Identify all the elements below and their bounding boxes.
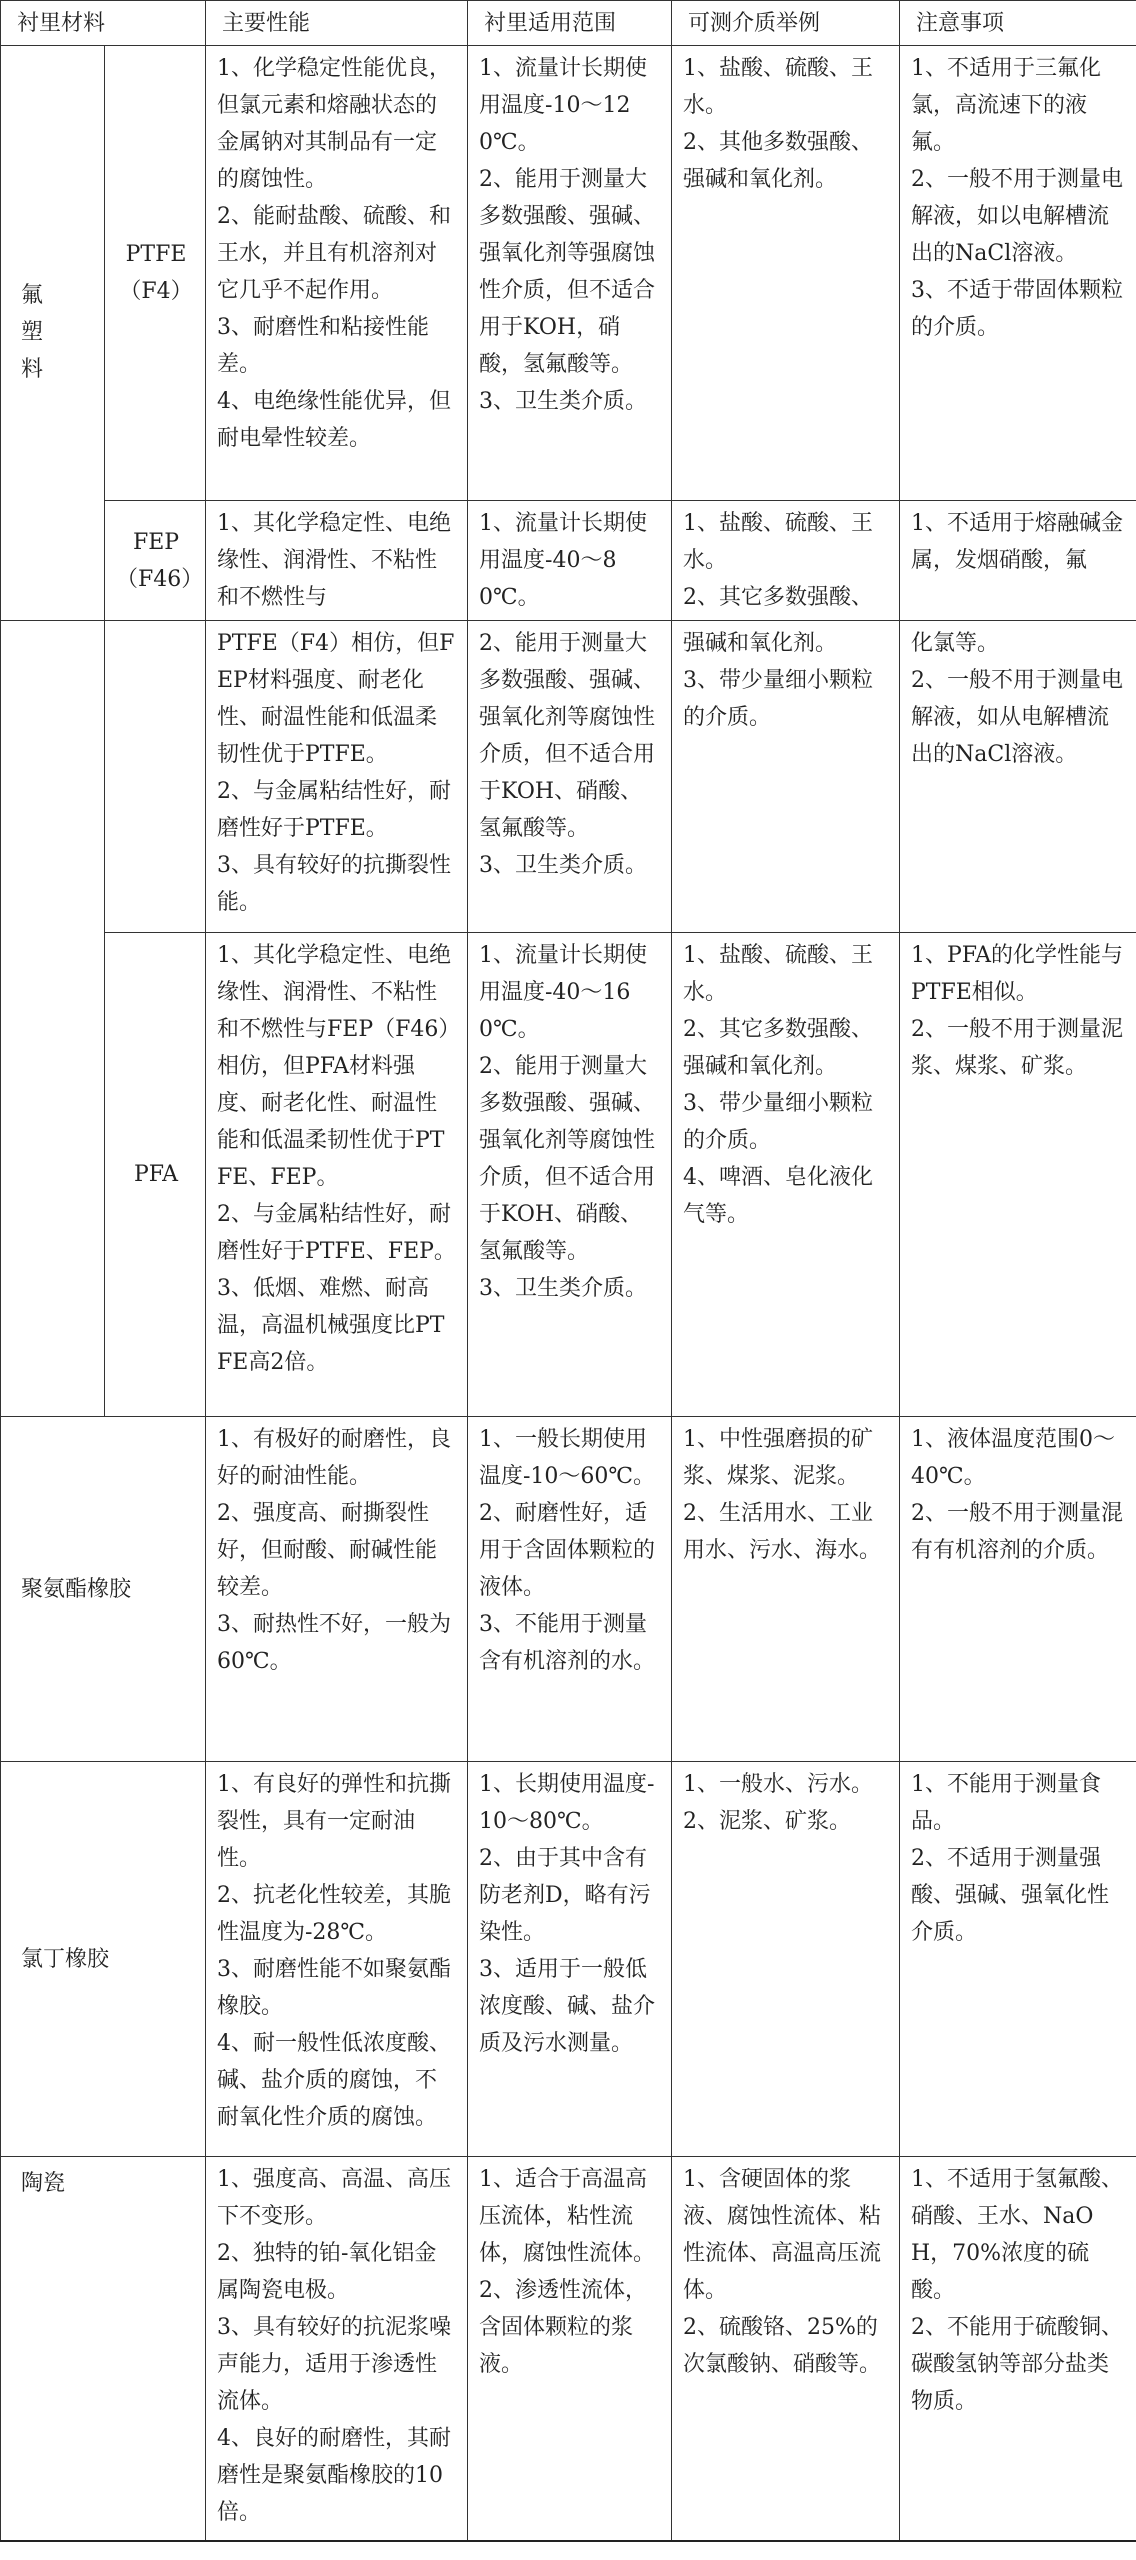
material-name-fep: FEP （F46） — [105, 501, 206, 621]
group-label-continued — [1, 621, 105, 1417]
cell-pu-notes: 1、液体温度范围0～40℃。 2、一般不用于测量混有有机溶剂的介质。 — [900, 1417, 1136, 1762]
table-row-fep-top — [1, 501, 1136, 621]
material-name-pfa: PFA — [105, 933, 206, 1417]
cell-ceramic-media: 1、含硬固体的浆液、腐蚀性流体、粘性流体、高温高压流体。 2、硫酸铬、25%的次氯酸钠、硝酸等。 — [672, 2157, 900, 2541]
material-name-polyurethane: 聚氨酯橡胶 — [1, 1417, 206, 1762]
header-row — [1, 1, 1136, 46]
table-row-chloroprene — [1, 1762, 1136, 2157]
table-row-pfa — [1, 933, 1136, 1417]
table-row-ptfe — [1, 46, 1136, 501]
cell-cr-range: 1、长期使用温度-10～80℃。 2、由于其中含有防老剂D，略有污染性。 3、适用于一般低浓度酸、碱、盐介质及污水测量。 — [468, 1762, 672, 2157]
cell-cr-media: 1、一般水、污水。 2、泥浆、矿浆。 — [672, 1762, 900, 2157]
cell-fep-range-top: 1、流量计长期使用温度-40～80℃。 — [468, 501, 672, 621]
material-name-fep-continued — [105, 621, 206, 933]
cell-fep-notes-top: 1、不适用于熔融碱金属，发烟硝酸，氟 — [900, 501, 1136, 621]
cell-fep-properties: PTFE（F4）相仿，但FEP材料强度、耐老化性、耐温性能和低温柔韧性优于PTFE。 2、与金属粘结性好，耐磨性好于PTFE。 3、具有较好的抗撕裂性能。 — [206, 621, 468, 933]
cell-fep-properties-top: 1、其化学稳定性、电绝缘性、润滑性、不粘性和不燃性与 — [206, 501, 468, 621]
cell-ptfe-media: 1、盐酸、硫酸、王水。 2、其他多数强酸、强碱和氧化剂。 — [672, 46, 900, 501]
cell-fep-media-top: 1、盐酸、硫酸、王水。 2、其它多数强酸、 — [672, 501, 900, 621]
cell-fep-range: 2、能用于测量大多数强酸、强碱、强氧化剂等腐蚀性介质，但不适合用于KOH、硝酸、氢氟酸等。 3、卫生类介质。 — [468, 621, 672, 933]
cell-pfa-properties: 1、其化学稳定性、电绝缘性、润滑性、不粘性和不燃性与FEP（F46）相仿，但PFA材料强度、耐老化性、耐温性能和低温柔韧性优于PTFE、FEP。 2、与金属粘结性好，耐磨性好于PTFE、FEP。 3、低烟、难燃、耐高温，高温机械强度比PTFE高2倍。 — [206, 933, 468, 1417]
header-lining-material: 衬里材料 — [1, 1, 206, 46]
header-measurable-media: 可测介质举例 — [672, 1, 900, 46]
lining-table-part2 — [0, 620, 1136, 2542]
header-application-range: 衬里适用范围 — [468, 1, 672, 46]
cell-ptfe-notes: 1、不适用于三氟化氯，高流速下的液氟。 2、一般不用于测量电解液，如以电解槽流出的NaCl溶液。 3、不适于带固体颗粒的介质。 — [900, 46, 1136, 501]
cell-cr-properties: 1、有良好的弹性和抗撕裂性，具有一定耐油性。 2、抗老化性较差，其脆性温度为-28℃。 3、耐磨性能不如聚氨酯橡胶。 4、耐一般性低浓度酸、碱、盐介质的腐蚀，不耐氧化性介质的腐蚀。 — [206, 1762, 468, 2157]
cell-pfa-media: 1、盐酸、硫酸、王水。 2、其它多数强酸、强碱和氧化剂。 3、带少量细小颗粒的介质。 4、啤酒、皂化液化气等。 — [672, 933, 900, 1417]
cell-pfa-range: 1、流量计长期使用温度-40～160℃。 2、能用于测量大多数强酸、强碱、强氧化剂等腐蚀性介质，但不适合用于KOH、硝酸、氢氟酸等。 3、卫生类介质。 — [468, 933, 672, 1417]
cell-ptfe-properties: 1、化学稳定性能优良，但氯元素和熔融状态的金属钠对其制品有一定的腐蚀性。 2、能耐盐酸、硫酸、和王水，并且有机溶剂对它几乎不起作用。 3、耐磨性和粘接性能差。 4、电绝缘性能优异，但耐电晕性较差。 — [206, 46, 468, 501]
lining-table-part1 — [0, 0, 1136, 621]
material-name-ceramic: 陶瓷 — [1, 2157, 206, 2541]
cell-ceramic-properties: 1、强度高、高温、高压下不变形。 2、独特的铂-氧化铝金属陶瓷电极。 3、具有较好的抗泥浆噪声能力，适用于渗透性流体。 4、良好的耐磨性，其耐磨性是聚氨酯橡胶的10倍。 — [206, 2157, 468, 2541]
cell-pu-properties: 1、有极好的耐磨性，良好的耐油性能。 2、强度高、耐撕裂性好，但耐酸、耐碱性能较差。 3、耐热性不好，一般为60℃。 — [206, 1417, 468, 1762]
cell-pu-media: 1、中性强磨损的矿浆、煤浆、泥浆。 2、生活用水、工业用水、污水、海水。 — [672, 1417, 900, 1762]
cell-fep-notes: 化氯等。 2、一般不用于测量电解液，如从电解槽流出的NaCl溶液。 — [900, 621, 1136, 933]
table-row-polyurethane — [1, 1417, 1136, 1762]
cell-ptfe-range: 1、流量计长期使用温度-10～120℃。 2、能用于测量大多数强酸、强碱、强氧化剂等强腐蚀性介质，但不适合用于KOH，硝酸，氢氟酸等。 3、卫生类介质。 — [468, 46, 672, 501]
header-notes: 注意事项 — [900, 1, 1136, 46]
cell-pfa-notes: 1、PFA的化学性能与PTFE相似。 2、一般不用于测量泥浆、煤浆、矿浆。 — [900, 933, 1136, 1417]
cell-ceramic-range: 1、适合于高温高压流体，粘性流体，腐蚀性流体。 2、渗透性流体，含固体颗粒的浆液。 — [468, 2157, 672, 2541]
material-name-chloroprene: 氯丁橡胶 — [1, 1762, 206, 2157]
cell-ceramic-notes: 1、不适用于氢氟酸、硝酸、王水、NaOH，70%浓度的硫酸。 2、不能用于硫酸铜、碳酸氢钠等部分盐类物质。 — [900, 2157, 1136, 2541]
header-main-properties: 主要性能 — [206, 1, 468, 46]
cell-cr-notes: 1、不能用于测量食品。 2、不适用于测量强酸、强碱、强氧化性介质。 — [900, 1762, 1136, 2157]
group-label-text: 氟 塑 料 — [21, 283, 44, 383]
material-name-ptfe: PTFE （F4） — [105, 46, 206, 501]
table-row-ceramic — [1, 2157, 1136, 2541]
cell-pu-range: 1、一般长期使用温度-10～60℃。 2、耐磨性好，适用于含固体颗粒的液体。 3、不能用于测量含有机溶剂的水。 — [468, 1417, 672, 1762]
group-label-fluoroplastic — [1, 46, 105, 621]
cell-fep-media: 强碱和氧化剂。 3、带少量细小颗粒的介质。 — [672, 621, 900, 933]
table-row-fep-bottom — [1, 621, 1136, 933]
